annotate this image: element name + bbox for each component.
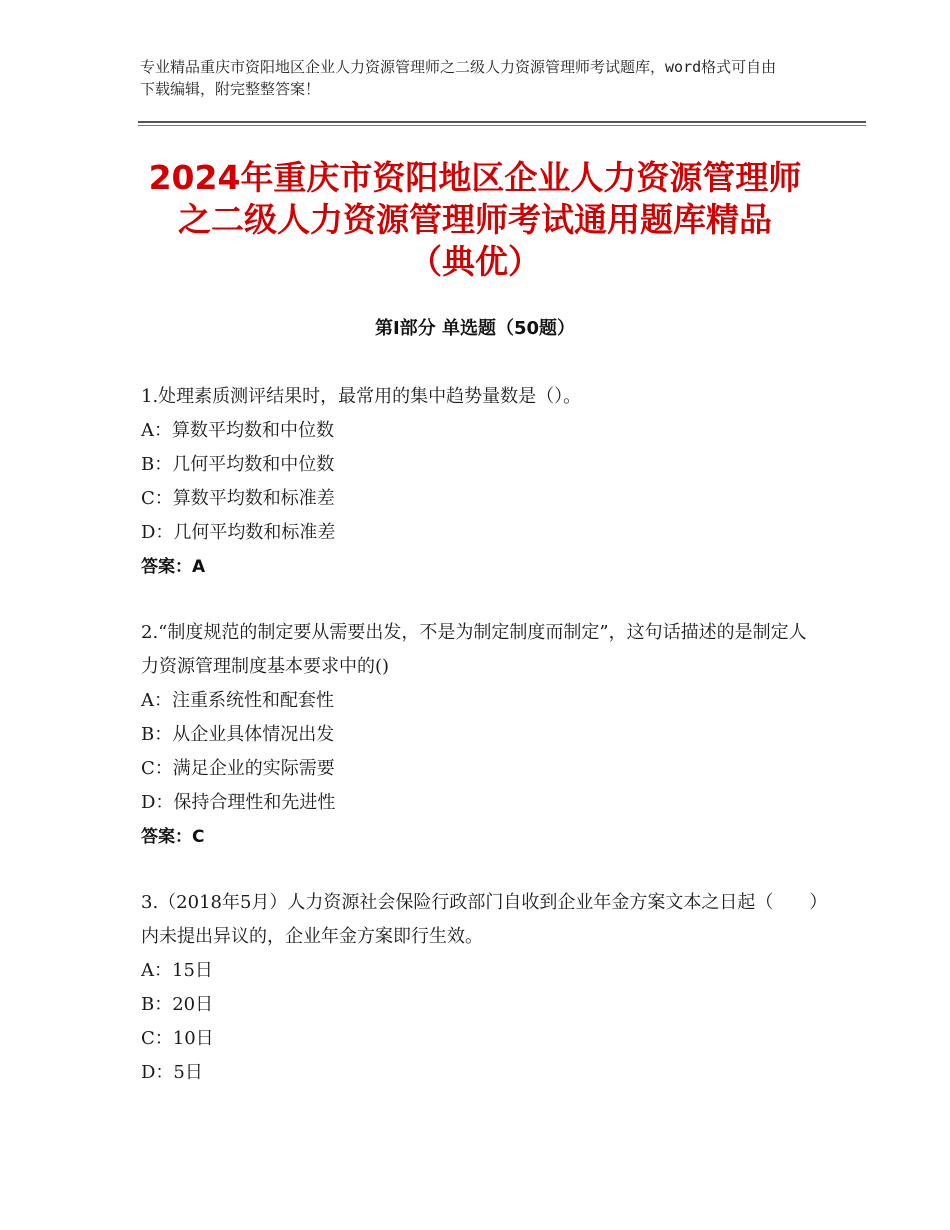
option-a: A：算数平均数和中位数 [141,420,334,441]
header-divider-thin [138,125,866,126]
option-c: C：算数平均数和标准差 [141,488,335,509]
title-line-1: 2024年重庆市资阳地区企业人力资源管理师 [148,158,802,197]
section-heading: 第Ⅰ部分 单选题（50题） [374,318,575,339]
option-b: B：20日 [141,994,214,1015]
answer-label: 答案：C [141,827,205,847]
question-1 [141,380,821,584]
option-c: C：满足企业的实际需要 [141,758,335,779]
document-title [100,157,850,283]
question-text: 1.处理素质测评结果时，最常用的集中趋势量数是（）。 [141,386,582,407]
question-list [141,380,821,1122]
option-b: B：从企业具体情况出发 [141,724,335,745]
question-text: 2.“制度规范的制定要从需要出发，不是为制定制度而制定”，这句话描述的是制定人力资源管理制度基本要求中的() [141,622,807,677]
title-line-2: 之二级人力资源管理师考试通用题库精品 [178,200,772,239]
answer-label: 答案：A [141,557,206,577]
option-d: D：保持合理性和先进性 [141,792,336,813]
question-2 [141,616,821,854]
question-text: 3.（2018年5月）人力资源社会保险行政部门自收到企业年金方案文本之日起（ ）内未提出异议的，企业年金方案即行生效。 [141,892,819,947]
option-a: A：注重系统性和配套性 [141,690,334,711]
option-a: A：15日 [141,960,213,981]
option-b: B：几何平均数和中位数 [141,454,335,475]
option-d: D：几何平均数和标准差 [141,522,336,543]
header-note: 专业精品重庆市资阳地区企业人力资源管理师之二级人力资源管理师考试题库，word格式可自由下载编辑，附完整整答案！ [140,58,777,98]
title-line-3: （典优） [409,242,541,281]
question-3 [141,886,821,1090]
header-divider [138,121,866,123]
option-c: C：10日 [141,1028,214,1049]
option-d: D：5日 [141,1062,203,1083]
